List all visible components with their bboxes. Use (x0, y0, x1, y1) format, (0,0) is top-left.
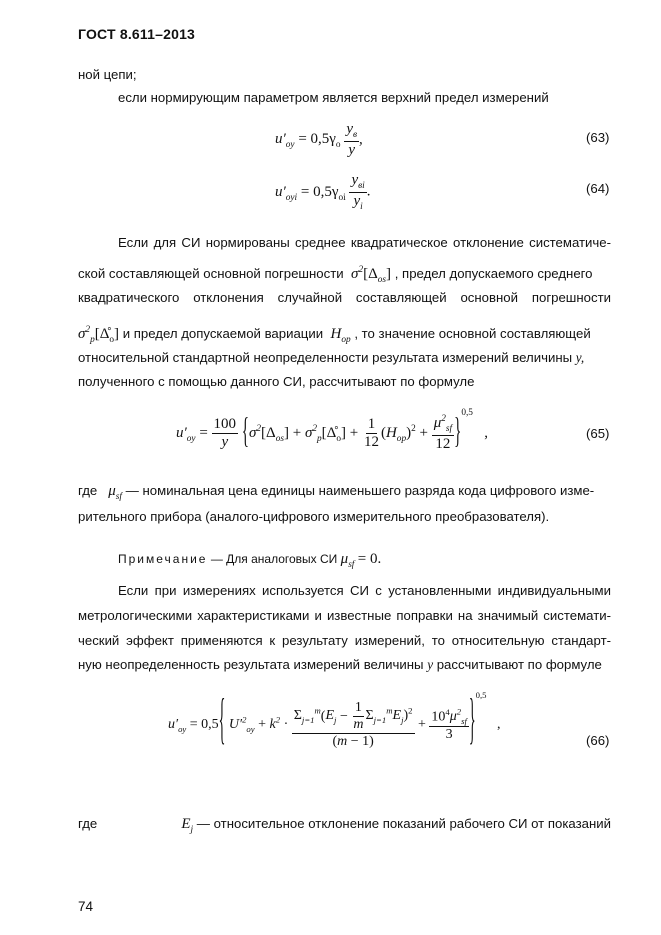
text-line: ную неопределенность результата измерений величины y рассчитывают по формуле (78, 657, 602, 672)
equation-65: $u'_{oy}$ = $\frac{100}{y}$ {$\sigma^2[\Delta_{os}]$ + $\sigma^2_p[\Deltå_o]$ + $\frac{1}{12}$ $(H_{op})^2$ + $\frac{\mu^2_{sf}}{12}$ }$^{0,5}$ , (176, 408, 488, 452)
text-line: ной цепи; (78, 67, 137, 82)
equation-number: (63) (586, 130, 610, 145)
text-line: $\sigma^2_p[\Deltå_o]$ и предел допускаемой вариации $H_{op}$ , то значение основной составляющей (78, 325, 591, 345)
equation-number: (64) (586, 181, 610, 196)
equation-66: $u'_{oy} = 0,5${ $U'^2_{oy} + k^2$ · $\Sigma_{j=1}^m(E_j$ − $\frac{1}{m}$ $\Sigma_{j=1}^mE_j)^2$ (m − 1) + $\frac{10^4\mu^2_{sf}}{3}$ }$^{0,5}$ , (168, 690, 501, 753)
document-header: ГОСТ 8.611–2013 (78, 26, 196, 42)
equation-63: $u'_{oy} = 0,5\gamma_o$ $\frac{y_в}{y}$ , (275, 121, 363, 158)
text-line: Если при измерениях используется СИ с установленными индивидуальными (118, 583, 611, 598)
equation-number: (65) (586, 426, 610, 441)
text-line: квадратического отклонения случайной составляющей основной погрешности (78, 290, 611, 305)
text-line: Если для СИ нормированы среднее квадратическое отклонение систематиче- (118, 235, 611, 250)
page-number: 74 (78, 899, 94, 914)
text-line: если нормирующим параметром является верхний предел измерений (118, 90, 549, 105)
text-line: рительного прибора (аналого-цифрового измерительного преобразователя). (78, 509, 550, 524)
text-line: где $E_j$ — относительное отклонение показаний рабочего СИ от показаний (78, 816, 611, 835)
text-line: ческий эффект применяются к результату измерений, то относительную стандарт- (78, 633, 611, 648)
text-line: метрологическими характеристиками и известные поправки на значимый системати- (78, 608, 611, 623)
text-line: где $\mu_{sf}$ — номинальная цена единицы наименьшего разряда кода цифрового изме- (78, 483, 595, 502)
equation-number: (66) (586, 733, 610, 748)
equation-64: $u'_{oyi} = 0,5\gamma_{oi}$ $\frac{y_{вi}}{y_i}$ . (275, 172, 371, 212)
text-line: полученного с помощью данного СИ, рассчитывают по формуле (78, 374, 475, 389)
text-line: относительной стандартной неопределенности результата измерений величины y, (78, 350, 585, 365)
text-line: ской составляющей основной погрешности $\sigma^2[\Delta_{os}]$ , предел допускаемого среднего (78, 265, 593, 285)
note: Примечание — Для аналоговых СИ $\mu_{sf} = 0$. (118, 551, 382, 570)
